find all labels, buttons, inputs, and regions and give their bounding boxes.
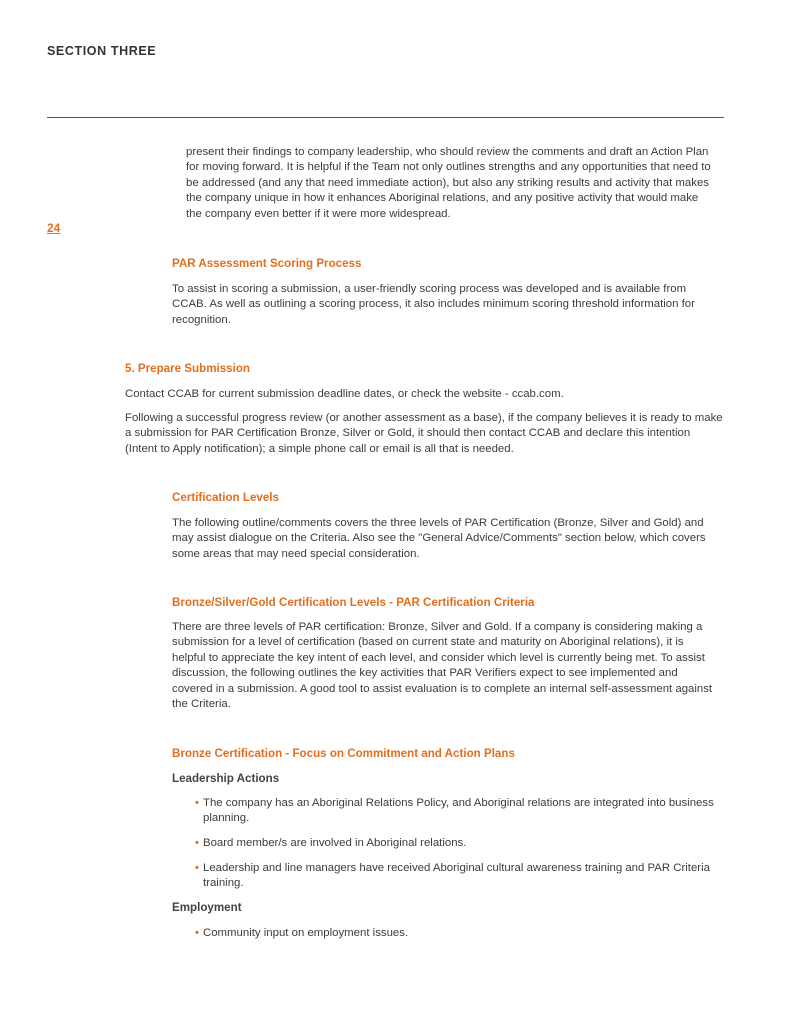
intro-continuation: present their findings to company leadership, who should review the comments and draft an Action Plan for moving forward. It is helpful if the Team not only outlines strengths and any opportunities that need to be addressed (and any that need immediate action), but also any striking results and activity that makes the company unique in how it enhances Aboriginal relations, and any positive activity that would make the company even better if it were more widespread. [186, 146, 711, 220]
scoring-heading: PAR Assessment Scoring Process [172, 257, 362, 270]
list-item-text: Leadership and line managers have received Aboriginal cultural awareness training and PAR Criteria training. [203, 862, 710, 890]
page-number[interactable]: 24 [47, 221, 61, 235]
bullet-icon: • [195, 797, 199, 809]
header-divider [47, 117, 724, 118]
levels-body: The following outline/comments covers the three levels of PAR Certification (Bronze, Silver and Gold) and may assist dialogue on the Criteria. Also see the "General Advice/Comments" section below, which covers some areas that may need special consideration. [172, 517, 706, 560]
list-item-text: The company has an Aboriginal Relations Policy, and Aboriginal relations are integrated into business planning. [203, 797, 714, 825]
leadership-actions-heading: Leadership Actions [172, 772, 280, 785]
prepare-para-2: Following a successful progress review (or another assessment as a base), if the company believes it is ready to make a submission for PAR Certification Bronze, Silver or Gold, it should then contact CCAB and declare this intention (Intent to Apply notification); a simple phone call or email is all that is needed. [125, 412, 723, 455]
section-label: SECTION THREE [47, 44, 157, 58]
list-item-text: Board member/s are involved in Aboriginal relations. [203, 837, 467, 849]
prepare-para-1: Contact CCAB for current submission deadline dates, or check the website - ccab.com. [125, 388, 564, 400]
list-item [195, 861, 729, 892]
employment-heading: Employment [172, 901, 242, 914]
bronze-heading: Bronze Certification - Focus on Commitment and Action Plans [172, 747, 515, 760]
list-item-text: Community input on employment issues. [203, 927, 409, 939]
bullet-icon: • [195, 837, 199, 849]
criteria-body: There are three levels of PAR certification: Bronze, Silver and Gold. If a company is considering making a submission for a level of certification (based on current state and maturity on Aboriginal relations), it is helpful to appreciate the key intent of each level, and consider which level is currently being met. To assist discussion, the following outlines the key activities that PAR Verifiers expect to see implemented and covered in a submission. A good tool to assist evaluation is to complete an internal self-assessment against the Criteria. [172, 621, 713, 711]
criteria-heading: Bronze/Silver/Gold Certification Levels - PAR Certification Criteria [172, 596, 535, 609]
bullet-icon: • [195, 927, 199, 939]
list-item [195, 836, 729, 851]
levels-heading: Certification Levels [172, 491, 279, 504]
prepare-heading: 5. Prepare Submission [125, 362, 251, 375]
bullet-icon: • [195, 862, 199, 874]
list-item [195, 796, 729, 827]
list-item [195, 926, 729, 941]
scoring-body: To assist in scoring a submission, a user-friendly scoring process was developed and is available from CCAB. As well as outlining a scoring process, it also includes minimum scoring threshold information for recognition. [172, 283, 695, 326]
